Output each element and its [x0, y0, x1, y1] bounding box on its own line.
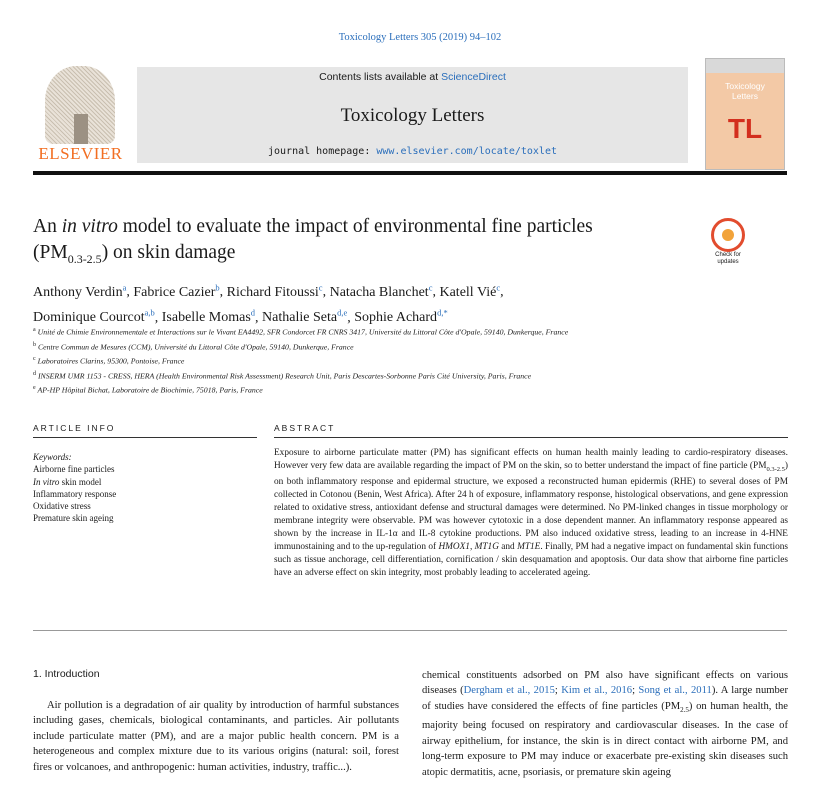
title-subscript: 0.3-2.5 — [67, 251, 102, 266]
right-t3: ) on human health, the majority being focused on respiratory and cardiovascular diseases. In the case of airway epithelium, for instance, the skin is in direct contact with airborne PM, and long-term exposure to PM may induce or exacerbate pre-existing skin diseases such atopic dermatitis, acne, psoriasis, or premature skin ageing — [422, 700, 789, 778]
affiliation — [33, 368, 793, 383]
journal-banner — [137, 67, 688, 163]
affiliation-marker: a — [33, 327, 36, 333]
check-updates-icon — [711, 218, 745, 252]
abstract-t1: Exposure to airborne particulate matter (PM) has significant effects on human health mainly leading to cardio-respiratory diseases. However very few data are available regarding the impact of PM on the skin, so to better understand the impact of fine particle (PM — [274, 448, 788, 471]
citation-link[interactable]: Song et al., 2011 — [638, 685, 712, 697]
journal-cover-thumbnail[interactable] — [705, 58, 785, 170]
keywords-block — [33, 451, 263, 525]
badge-line1: Check for — [715, 252, 741, 258]
sciencedirect-link[interactable]: ScienceDirect — [441, 71, 506, 83]
affiliation-text: AP-HP Hôpital Bichat, Laboratoire de Biochimie, 75018, Paris, France — [37, 385, 263, 395]
affiliation-text: Unité de Chimie Environnementale et Interactions sur le Vivant EA4492, SFR Condorcet FR CNRS 3417, Université du Littoral Côte d'Opale, 59140, Dunkerque, France — [37, 327, 569, 337]
keyword-italic: In vitro — [33, 476, 60, 487]
cover-title-line1: Toxicology — [725, 81, 765, 91]
abstract-sep2: and — [498, 541, 518, 552]
homepage-prefix: journal homepage: — [268, 146, 377, 157]
author-affiliation-marker[interactable]: a — [122, 282, 127, 292]
abstract-rule — [274, 437, 788, 438]
affiliation-text: INSERM UMR 1153 - CRESS, HERA (Health Environmental Risk Assessment) Research Unit, Paris Descartes-Sorbonne Paris Cité University, Paris, France — [37, 371, 532, 381]
author[interactable] — [329, 282, 433, 300]
affiliation — [33, 382, 793, 397]
abstract-sep1: , — [469, 541, 475, 552]
affiliation-marker: c — [33, 356, 36, 363]
introduction-left-column: Air pollution is a degradation of air quality by introduction of harmful substances including gases, chemicals, biological contaminants, and particles. Air pollutants include particulate matter (PM), and are a major public health concern. PM is a heterogeneous and complex mixture due to its various origins (natural: soil, forest fires or volcanoes, and anthropogenic: human activities, industry, traffic...). — [33, 700, 399, 773]
author-affiliation-marker[interactable]: c — [428, 282, 433, 292]
badge-text — [707, 252, 749, 266]
affiliation-marker: d — [33, 370, 36, 377]
keyword: Premature skin ageing — [33, 513, 114, 524]
author-affiliation-marker[interactable]: a,b — [144, 307, 155, 318]
ref-sep1: ; — [554, 685, 562, 697]
affiliation-text: Laboratoires Clarins, 95300, Pontoise, France — [37, 356, 185, 366]
author[interactable] — [133, 282, 220, 300]
author[interactable] — [439, 282, 501, 300]
right-t1: chemical constituents adsorbed on PM also have significant effects on various diseases ( — [422, 670, 788, 697]
title-italic: in vitro — [61, 216, 118, 237]
author[interactable] — [33, 282, 127, 300]
header-rule — [33, 171, 787, 175]
gene-mt1g: MT1G — [474, 541, 499, 552]
author-affiliation-marker[interactable]: b — [215, 282, 220, 292]
article-title — [33, 214, 683, 272]
article-info-heading: ARTICLE INFO — [33, 423, 116, 433]
author-affiliation-marker[interactable]: d,e — [337, 307, 348, 318]
affiliation-marker: e — [33, 385, 36, 392]
keyword: Airborne fine particles — [33, 464, 115, 475]
keyword-list — [33, 463, 263, 524]
author-name: Isabelle Momas — [161, 310, 251, 326]
citation-link[interactable]: Kim et al., 2016 — [561, 685, 633, 697]
author-name: Nathalie Seta — [262, 310, 338, 326]
abstract-bottom-rule — [33, 630, 787, 631]
homepage-link[interactable]: www.elsevier.com/locate/toxlet — [376, 146, 557, 157]
abstract-t3: . Finally, PM had a negative impact on fundamental skin functions such as tissue anchorage, cell differentiation, cornification / skin desquamation and apoptosis. Our data show that airborne fine particles have an adverse effect on skin integrity, most probably leading to accelerated ageing. — [274, 541, 788, 578]
cover-title — [706, 81, 784, 101]
title-part2: model to evaluate the impact of environmental fine particles — [117, 216, 593, 237]
author-affiliation-marker[interactable]: d,* — [437, 307, 448, 318]
homepage-line — [137, 146, 688, 157]
title-line2-post: ) on skin damage — [101, 242, 236, 263]
publisher-name: ELSEVIER — [38, 144, 123, 163]
gene-mt1e: MT1E — [517, 541, 541, 552]
cover-monogram: TL — [727, 113, 763, 144]
keyword: Inflammatory response — [33, 488, 117, 499]
author-name: Sophie Achard — [354, 310, 438, 326]
title-part1: An — [33, 216, 62, 237]
author-affiliation-marker[interactable]: c — [318, 282, 323, 292]
affiliation — [33, 339, 793, 354]
article-info-rule — [33, 437, 257, 438]
badge-line2: updates — [717, 259, 739, 265]
affiliation — [33, 324, 793, 339]
author-affiliation-marker[interactable]: d — [250, 307, 256, 318]
author-name: Katell Vié — [439, 284, 497, 300]
contents-prefix: Contents lists available at — [319, 71, 442, 83]
keyword: Oxidative stress — [33, 501, 91, 512]
keywords-label: Keywords: — [33, 452, 72, 462]
elsevier-logo[interactable] — [33, 66, 128, 166]
introduction-heading: 1. Introduction — [33, 668, 100, 680]
affiliation-list — [33, 324, 793, 397]
contents-line — [137, 67, 688, 83]
right-subscript: 2.5 — [680, 705, 689, 714]
keyword: In vitro skin model — [33, 476, 102, 487]
author-affiliation-marker[interactable]: c — [496, 282, 501, 292]
affiliation-marker: b — [33, 341, 36, 348]
author-list: Anthony Verdin$^a$, Fabrice Cazier$^b$, Richard Fitoussi$^c$, Natacha Blanchet$^c$, Katell Vié$^c$, Dominique Courcot$^{a,b}$, Isabelle Momas$^d$, Nathalie Seta$^{d,e}$, Sophie Achard$^{d,*}$ — [33, 282, 504, 326]
abstract-subscript: 0.3-2.5 — [766, 465, 785, 473]
abstract-heading: ABSTRACT — [274, 423, 336, 433]
check-for-updates-badge[interactable] — [707, 218, 749, 265]
introduction-right-column — [422, 668, 788, 780]
citation-link[interactable]: Dergham et al., 2015 — [463, 685, 555, 697]
author[interactable] — [226, 282, 323, 300]
journal-citation[interactable]: Toxicology Letters 305 (2019) 94–102 — [338, 32, 502, 43]
affiliation — [33, 353, 793, 368]
affiliation-text: Centre Commun de Mesures (CCM), Université du Littoral Côte d'Opale, 59140, Dunkerque, France — [37, 342, 354, 352]
abstract-text — [274, 447, 788, 580]
author-name: Natacha Blanchet — [329, 284, 429, 300]
author-name: Fabrice Cazier — [133, 284, 216, 300]
right-t2: ). A large number of studies have considered the effects of fine particles (PM — [422, 685, 789, 712]
cover-header-strip — [706, 59, 784, 73]
title-line2-pre: (PM — [33, 242, 68, 263]
abstract-t2: ) on both inflammatory response and epidermal structure, we exposed a reconstructed human epidermis (RHE) to several doses of PM collected in Cotonou (Benin, West Africa). After 24 h of exposure, inflammatory response, histological observations, and gene expression related to oxidative stress, antioxidant defense and structural damages were determined. No PM-linked changes in tissue morphology or membrane integrity were observable. PM was however cytotoxic in a dose dependent manner. An inflammatory response appeared as shown by the increase in IL-1α and IL-8 cytokine productions. PM also induced oxidative stress, leading to an increase in 4-HNE immunostaining and to the up-regulation of — [274, 461, 788, 552]
journal-title: Toxicology Letters — [340, 105, 485, 126]
ref-sep2: ; — [632, 685, 639, 697]
author-name: Dominique Courcot — [33, 310, 145, 326]
tree-trunk — [74, 114, 88, 144]
gene-hmox1: HMOX1 — [438, 541, 470, 552]
author-name: Anthony Verdin — [33, 284, 123, 300]
cover-title-line2: Letters — [732, 91, 758, 101]
author-name: Richard Fitoussi — [226, 284, 319, 300]
